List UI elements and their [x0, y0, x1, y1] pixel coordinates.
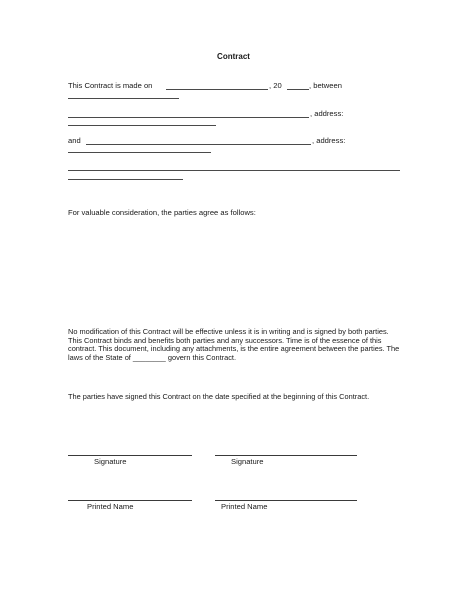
party1-address-blank[interactable] — [68, 125, 216, 126]
and-label: and — [68, 136, 81, 145]
year-blank[interactable] — [287, 89, 309, 90]
right-printed-name-label: Printed Name — [221, 502, 268, 511]
party1-name-blank[interactable] — [68, 117, 309, 118]
address-blank-short[interactable] — [68, 179, 183, 180]
right-printed-name-line[interactable] — [215, 500, 357, 501]
year-prefix-label: , 20 — [269, 81, 282, 90]
document-title: Contract — [217, 52, 250, 61]
address-blank-long[interactable] — [68, 170, 400, 171]
consideration-text: For valuable consideration, the parties agree as follows: — [68, 208, 256, 217]
made-on-label: This Contract is made on — [68, 81, 153, 90]
between-continuation-blank[interactable] — [68, 98, 179, 99]
date-blank[interactable] — [166, 89, 268, 90]
left-printed-name-line[interactable] — [68, 500, 192, 501]
modification-paragraph: No modification of this Contract will be effective unless it is in writing and is signed by both parties. This Contract binds and benefits both parties and any successors. Time is of the essence of this contract. This document, including any attachments, is the entire agreement between the parties. The laws of the State of ________ govern this Contract. — [68, 327, 400, 362]
left-signature-line[interactable] — [68, 455, 192, 456]
party1-address-label: , address: — [310, 109, 344, 118]
left-printed-name-label: Printed Name — [87, 502, 134, 511]
right-signature-label: Signature — [231, 457, 264, 466]
signed-paragraph: The parties have signed this Contract on the date specified at the beginning of this Contract. — [68, 392, 370, 401]
between-label: , between — [309, 81, 342, 90]
party2-name-blank[interactable] — [86, 144, 311, 145]
left-signature-label: Signature — [94, 457, 127, 466]
right-signature-line[interactable] — [215, 455, 357, 456]
party2-address-label: , address: — [312, 136, 346, 145]
party2-address-blank[interactable] — [68, 152, 211, 153]
